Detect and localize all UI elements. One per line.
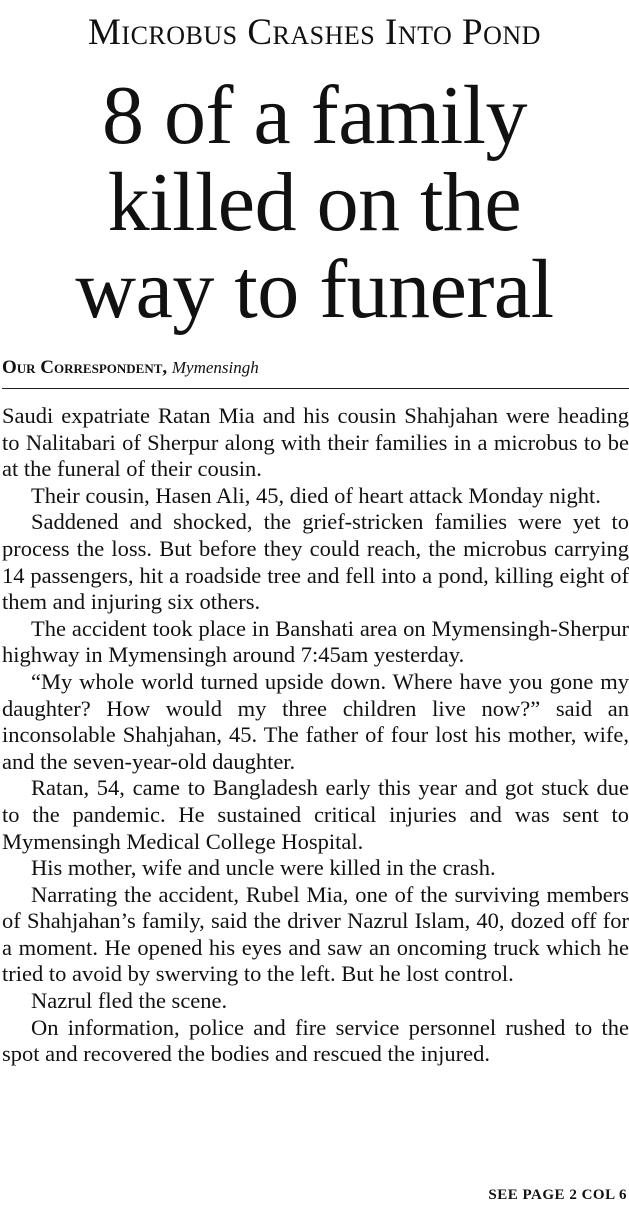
headline-line: 8 of a family <box>101 69 528 162</box>
paragraph: On information, police and fire service personnel rushed to the spot and recovered the bodies and rescued the injured. <box>2 1014 629 1067</box>
headline-line: way to funeral <box>75 243 554 336</box>
paragraph: Saddened and shocked, the grief-stricken families were yet to process the loss. But before they could reach, the microbus carrying 14 passengers, hit a roadside tree and fell into a pond, killing eight of them and injuring six others. <box>2 509 629 615</box>
continuation-link[interactable]: SEE PAGE 2 COL 6 <box>488 1187 627 1203</box>
paragraph: Narrating the accident, Rubel Mia, one of the surviving members of Shahjahan’s family, said the driver Nazrul Islam, 40, dozed off for a moment. He opened his eyes and saw an oncoming truck which he tried to avoid by swerving to the left. But he lost control. <box>2 881 629 987</box>
byline <box>2 354 259 382</box>
headline-line: killed on the <box>107 156 522 249</box>
paragraph: Nazrul fled the scene. <box>31 988 228 1014</box>
paragraph: Their cousin, Hasen Ali, 45, died of heart attack Monday night. <box>31 482 601 508</box>
article-body <box>2 403 629 1068</box>
byline-divider <box>2 388 629 389</box>
kicker: Microbus Crashes Into Pond <box>88 12 541 53</box>
paragraph: Ratan, 54, came to Bangladesh early this year and got stuck due to the pandemic. He sustained critical injuries and was sent to Mymensingh Medical College Hospital. <box>2 775 629 854</box>
paragraph: His mother, wife and uncle were killed in the crash. <box>31 855 496 881</box>
headline <box>0 69 629 336</box>
paragraph: “My whole world turned upside down. Where have you gone my daughter? How would my three children live now?” said an inconsolable Shahjahan, 45. The father of four lost his mother, wife, and the seven-year-old daughter. <box>2 668 629 774</box>
byline-correspondent: Our Correspondent, <box>2 357 168 378</box>
byline-location: Mymensingh <box>171 358 259 377</box>
paragraph: The accident took place in Banshati area on Mymensingh-Sherpur highway in Mymensingh around 7:45am yesterday. <box>2 615 629 668</box>
paragraph: Saudi expatriate Ratan Mia and his cousin Shahjahan were heading to Nalitabari of Sherpur along with their families in a microbus to be at the funeral of their cousin. <box>2 403 629 482</box>
